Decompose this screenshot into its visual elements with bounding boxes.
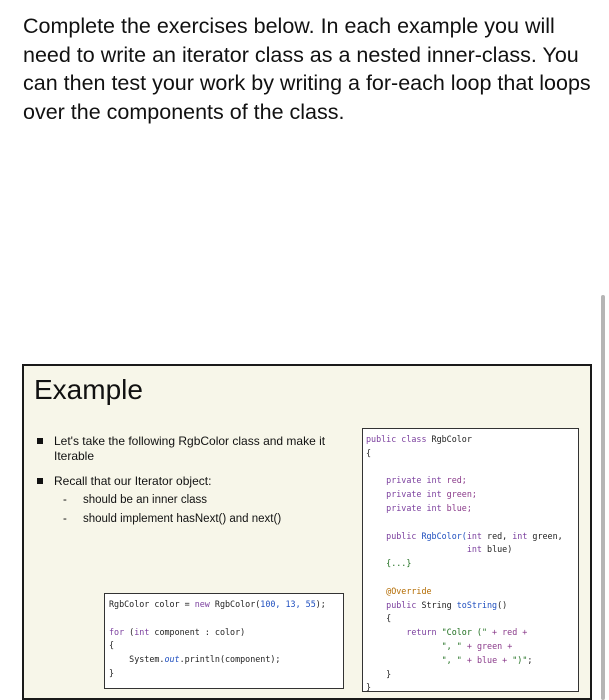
code-line: ", " + blue + ")"; <box>366 654 533 665</box>
code-line: { <box>109 640 115 651</box>
class-code-block <box>362 428 579 692</box>
bullet-text: Recall that our Iterator object: <box>54 474 212 488</box>
code-line: public class RgbColor <box>366 434 472 444</box>
slide-title: Example <box>34 374 143 405</box>
code-line: { <box>366 447 372 458</box>
code-line: ", " + green + <box>366 640 513 651</box>
code-line: private int red; <box>366 475 467 486</box>
dash-bullet-icon: - <box>63 494 67 506</box>
code-line: private int green; <box>366 489 477 500</box>
code-line: @Override <box>366 585 432 596</box>
code-line: return "Color (" + red + <box>366 627 528 638</box>
square-bullet-icon <box>37 438 43 444</box>
square-bullet-icon <box>37 478 43 484</box>
bullet-item <box>34 474 354 489</box>
bullet-text: Let's take the following RgbColor class and make it Iterable <box>54 434 326 463</box>
code-line: {...} <box>366 558 412 569</box>
scrollbar[interactable] <box>601 295 605 700</box>
code-line: public String toString() <box>366 599 508 610</box>
code-line: int blue) <box>466 544 513 555</box>
sub-bullet-text: should implement hasNext() and next() <box>83 513 282 525</box>
code-line: } <box>109 667 115 678</box>
instructions-text: Complete the exercises below. In each example you will need to write an iterator class as a nested inner-class. You can then test your work by writing a for-each loop that loops over the components of the class. <box>23 14 591 124</box>
code-line: RgbColor color = new RgbColor(100, 13, 55); <box>109 599 326 609</box>
bullet-item <box>34 434 354 464</box>
sub-bullet-text: should be an inner class <box>83 494 208 506</box>
sub-bullet-item <box>34 493 354 508</box>
code-line: System.out.println(component); <box>109 654 281 665</box>
code-line: } <box>366 668 392 679</box>
dash-bullet-icon: - <box>63 513 67 525</box>
code-line: private int blue; <box>366 502 472 513</box>
sub-bullet-item <box>34 512 354 527</box>
code-line: { <box>366 613 392 624</box>
bullet-list <box>34 434 354 527</box>
example-slide <box>22 364 592 700</box>
usage-code-block <box>104 593 344 689</box>
code-line: public RgbColor(int red, int green, <box>366 530 563 541</box>
code-line: for (int component : color) <box>109 626 246 637</box>
code-line: } <box>366 682 372 693</box>
